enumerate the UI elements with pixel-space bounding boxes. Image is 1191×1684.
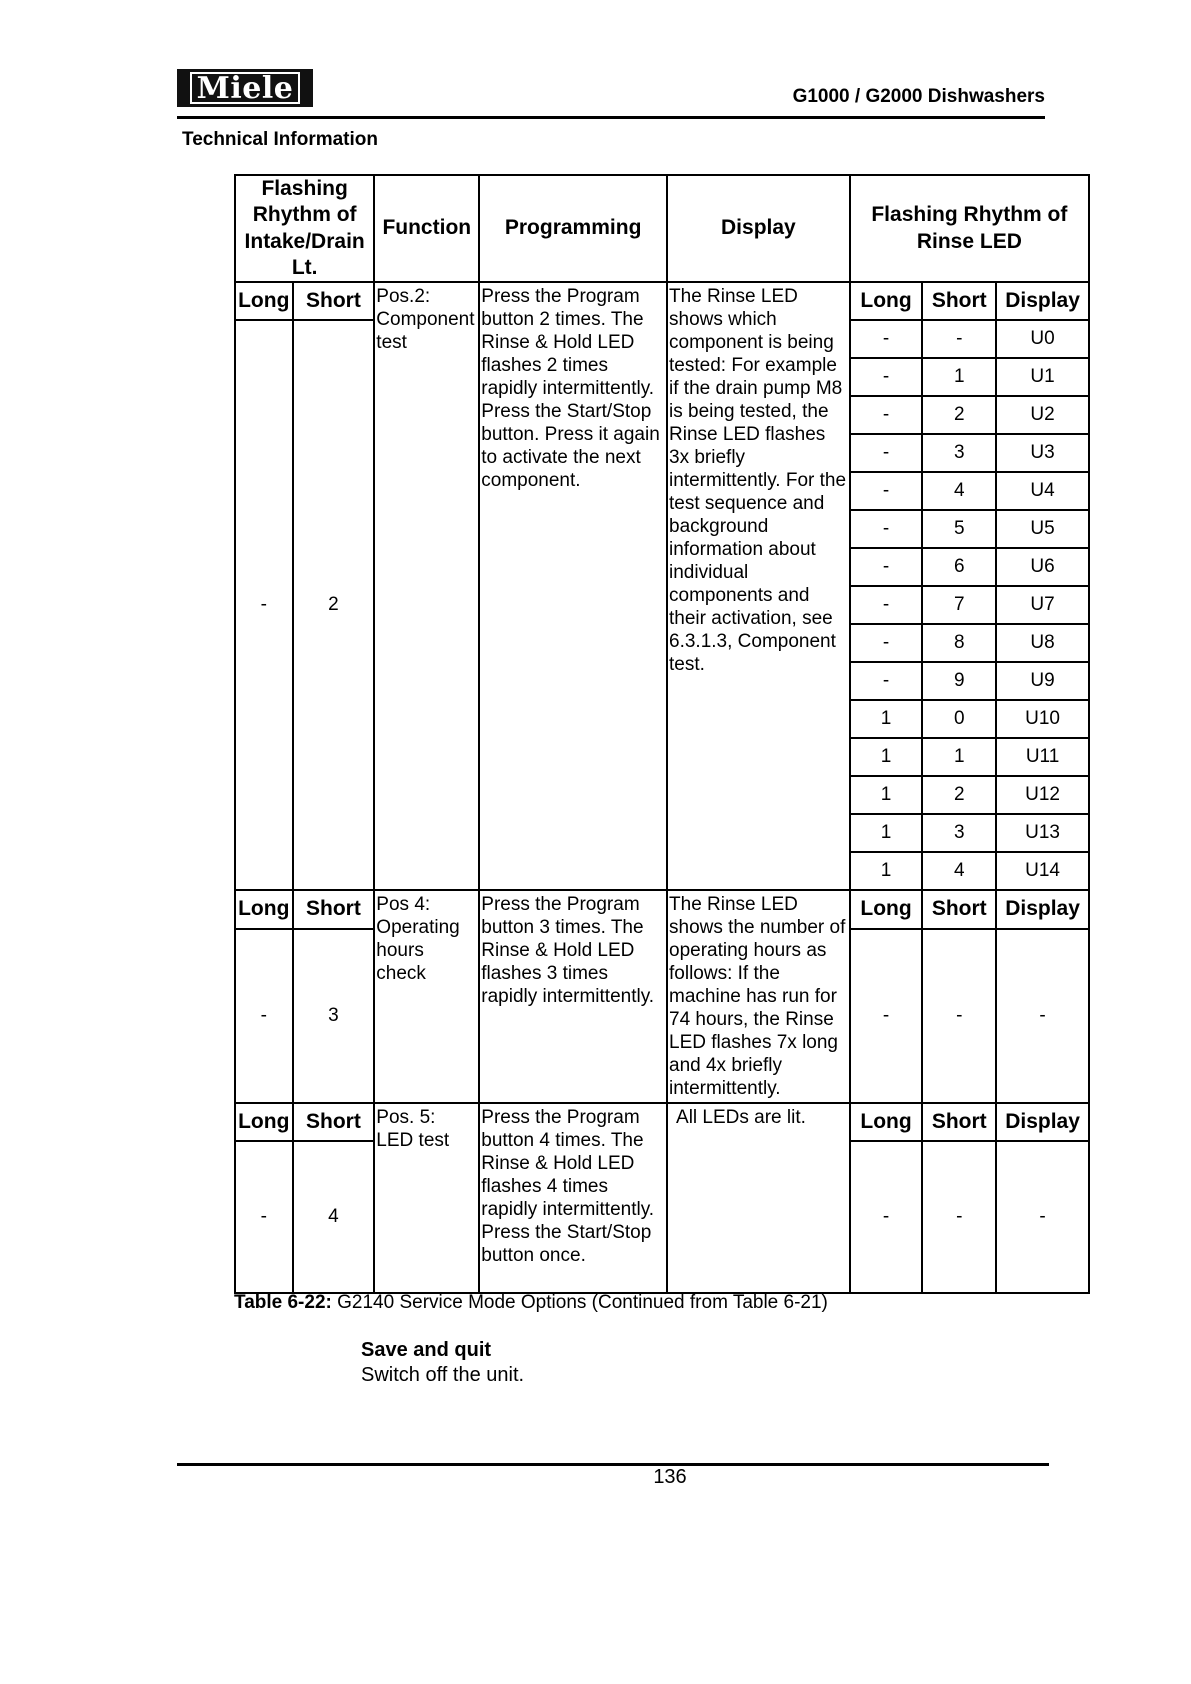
rinse-display: U12 [996, 776, 1089, 814]
rinse-long: 1 [850, 700, 923, 738]
intake-long-value: - [235, 320, 293, 890]
header-flashing-rinse: Flashing Rhythm of Rinse LED [850, 175, 1089, 282]
section-title: Technical Information [182, 129, 379, 150]
page-number: 136 [653, 1466, 687, 1488]
rinse-long: - [850, 510, 923, 548]
rinse-display: U4 [996, 472, 1089, 510]
function-cell: Pos. 5: LED test [374, 1103, 479, 1293]
sub-short: Short [922, 1103, 996, 1141]
intake-long-value: - [235, 1141, 293, 1293]
rinse-short: 3 [922, 814, 996, 852]
sub-long: Long [850, 890, 923, 929]
rinse-short: - [922, 320, 996, 358]
rinse-display: - [996, 929, 1089, 1103]
programming-cell: Press the Program button 4 times. The Rinse & Hold LED flashes 4 times rapidly intermittently. Press the Start/Stop button once. [479, 1103, 667, 1293]
rinse-short: - [922, 1141, 996, 1293]
service-mode-table [234, 174, 1090, 1294]
function-cell: Pos.2: Component test [374, 282, 479, 890]
sub-short: Short [293, 282, 375, 320]
intake-short-value: 3 [293, 929, 375, 1103]
display-cell: The Rinse LED shows the number of operating hours as follows: If the machine has run for 74 hours, the Rinse LED flashes 7x long and 4x briefly intermittently. [667, 890, 850, 1103]
caption-text: G2140 Service Mode Options (Continued from Table 6-21) [337, 1292, 828, 1313]
intake-short-value: 2 [293, 320, 375, 890]
rinse-display: U7 [996, 586, 1089, 624]
intake-short-value: 4 [293, 1141, 375, 1293]
rinse-long: - [850, 929, 923, 1103]
rinse-long: - [850, 320, 923, 358]
programming-cell: Press the Program button 3 times. The Rinse & Hold LED flashes 3 times rapidly intermittently. [479, 890, 667, 1103]
rinse-short: 2 [922, 396, 996, 434]
header-function: Function [374, 175, 479, 282]
rinse-long: - [850, 472, 923, 510]
rinse-short: 4 [922, 852, 996, 890]
footer-rule [177, 1463, 1049, 1466]
rinse-short: 1 [922, 738, 996, 776]
rinse-short: 8 [922, 624, 996, 662]
header-rule [177, 116, 1045, 119]
rinse-long: - [850, 396, 923, 434]
display-cell: All LEDs are lit. [667, 1103, 850, 1293]
rinse-long: 1 [850, 776, 923, 814]
rinse-long: - [850, 662, 923, 700]
sub-short: Short [293, 1103, 375, 1141]
rinse-long: - [850, 548, 923, 586]
doc-title: G1000 / G2000 Dishwashers [792, 86, 1045, 107]
rinse-long: 1 [850, 738, 923, 776]
rinse-display: U1 [996, 358, 1089, 396]
logo-text: Miele [196, 70, 294, 106]
sub-display: Display [996, 1103, 1089, 1141]
rinse-display: - [996, 1141, 1089, 1293]
rinse-short: 7 [922, 586, 996, 624]
rinse-long: - [850, 586, 923, 624]
rinse-short: 0 [922, 700, 996, 738]
sub-display: Display [996, 890, 1089, 929]
header-programming: Programming [479, 175, 667, 282]
rinse-display: U2 [996, 396, 1089, 434]
sub-long: Long [235, 1103, 293, 1141]
rinse-display: U0 [996, 320, 1089, 358]
rinse-display: U6 [996, 548, 1089, 586]
sub-long: Long [850, 1103, 923, 1141]
display-cell: The Rinse LED shows which component is being tested: For example if the drain pump M8 is being tested, the Rinse LED flashes 3x briefly intermittently. For the test sequence and background information about individual components and their activation, see 6.3.1.3, Component test. [667, 282, 850, 890]
rinse-long: - [850, 624, 923, 662]
rinse-long: 1 [850, 852, 923, 890]
rinse-long: - [850, 358, 923, 396]
rinse-display: U3 [996, 434, 1089, 472]
rinse-short: - [922, 929, 996, 1103]
sub-short: Short [922, 890, 996, 929]
rinse-short: 3 [922, 434, 996, 472]
rinse-display: U11 [996, 738, 1089, 776]
programming-cell: Press the Program button 2 times. The Rinse & Hold LED flashes 2 times rapidly intermittently. Press the Start/Stop button. Press it again to activate the next component. [479, 282, 667, 890]
rinse-short: 1 [922, 358, 996, 396]
rinse-short: 9 [922, 662, 996, 700]
rinse-display: U8 [996, 624, 1089, 662]
function-cell: Pos 4: Operating hours check [374, 890, 479, 1103]
rinse-long: - [850, 434, 923, 472]
rinse-display: U14 [996, 852, 1089, 890]
rinse-display: U9 [996, 662, 1089, 700]
sub-short: Short [922, 282, 996, 320]
save-text: Switch off the unit. [361, 1364, 525, 1386]
rinse-short: 2 [922, 776, 996, 814]
save-title: Save and quit [361, 1339, 492, 1361]
intake-long-value: - [235, 929, 293, 1103]
rinse-short: 4 [922, 472, 996, 510]
rinse-short: 5 [922, 510, 996, 548]
sub-long: Long [850, 282, 923, 320]
header-flashing-intake: Flashing Rhythm of Intake/Drain Lt. [235, 175, 374, 282]
rinse-long: 1 [850, 814, 923, 852]
rinse-short: 6 [922, 548, 996, 586]
header-display: Display [667, 175, 850, 282]
rinse-long: - [850, 1141, 923, 1293]
miele-logo [177, 69, 313, 107]
rinse-display: U13 [996, 814, 1089, 852]
rinse-display: U10 [996, 700, 1089, 738]
table-caption [234, 1292, 828, 1314]
sub-long: Long [235, 890, 293, 929]
sub-long: Long [235, 282, 293, 320]
rinse-display: U5 [996, 510, 1089, 548]
caption-label: Table 6-22: [234, 1292, 332, 1313]
sub-short: Short [293, 890, 375, 929]
sub-display: Display [996, 282, 1089, 320]
